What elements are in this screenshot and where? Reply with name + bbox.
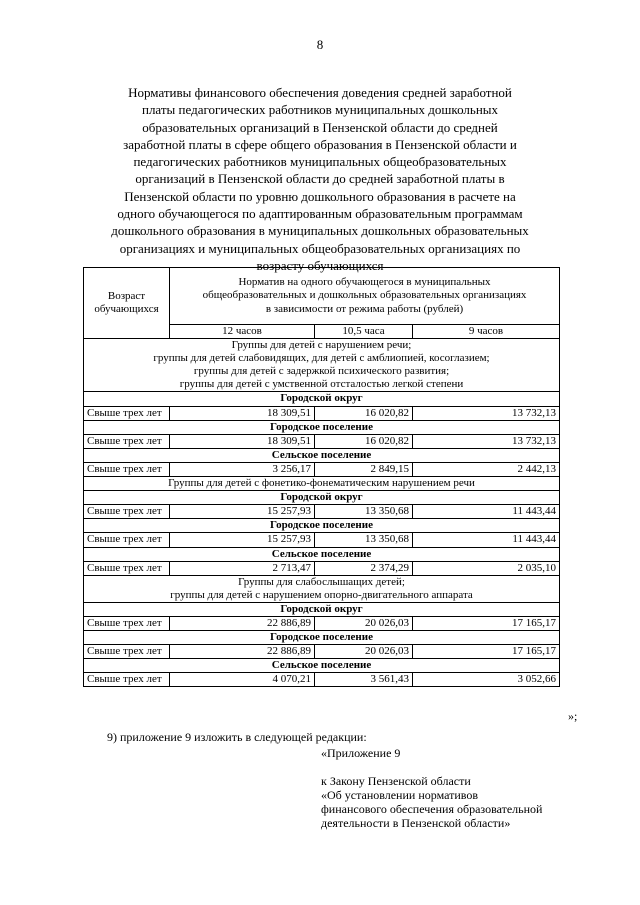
value-12-cell: 3 256,17 bbox=[170, 462, 315, 476]
group-heading-row bbox=[84, 575, 560, 602]
section-row bbox=[84, 659, 560, 673]
section-heading: Городской округ bbox=[84, 602, 560, 616]
title-line: организациях и муниципальных общеобразовательных организациях по bbox=[119, 240, 521, 256]
title-line: Пензенской области по уровню дошкольного образования в расчете на bbox=[124, 188, 516, 204]
norms-table bbox=[83, 267, 560, 687]
section-heading: Сельское поселение bbox=[84, 448, 560, 462]
title-line: организаций в Пензенской области до средней заработной платы в bbox=[135, 171, 505, 187]
appendix-reference-line: деятельности в Пензенской области» bbox=[321, 816, 511, 830]
table-row bbox=[84, 406, 560, 420]
section-heading: Сельское поселение bbox=[84, 659, 560, 673]
group-heading: Группы для слабослышащих детей; группы для детей с нарушением опорно-двигательного аппарата bbox=[84, 575, 560, 602]
title-line: заработной платы в сфере общего образования в Пензенской области и bbox=[123, 136, 517, 152]
table-row bbox=[84, 533, 560, 547]
closing-quote: »; bbox=[568, 709, 578, 723]
section-row bbox=[84, 519, 560, 533]
title-line: возрасту обучающихся bbox=[256, 257, 384, 273]
appendix-reference bbox=[321, 774, 542, 830]
age-cell: Свыше трех лет bbox=[84, 462, 170, 476]
value-12-cell: 15 257,93 bbox=[170, 533, 315, 547]
value-10-5-cell: 13 350,68 bbox=[315, 505, 413, 519]
table-header-row bbox=[84, 268, 560, 325]
section-row bbox=[84, 602, 560, 616]
value-10-5-cell: 20 026,03 bbox=[315, 616, 413, 630]
section-row bbox=[84, 420, 560, 434]
age-cell: Свыше трех лет bbox=[84, 533, 170, 547]
age-cell: Свыше трех лет bbox=[84, 406, 170, 420]
section-row bbox=[84, 392, 560, 406]
table-row bbox=[84, 616, 560, 630]
age-cell: Свыше трех лет bbox=[84, 434, 170, 448]
table-row bbox=[84, 645, 560, 659]
value-10-5-cell: 2 849,15 bbox=[315, 462, 413, 476]
section-row bbox=[84, 491, 560, 505]
appendix-title: «Приложение 9 bbox=[321, 746, 401, 760]
value-10-5-cell: 16 020,82 bbox=[315, 434, 413, 448]
age-cell: Свыше трех лет bbox=[84, 673, 170, 687]
document-title bbox=[80, 84, 560, 274]
table-row bbox=[84, 505, 560, 519]
group-heading: Группы для детей с нарушением речи; группы для детей слабовидящих, для детей с амблиопией, косоглазием; группы для детей с задержкой психического развития; группы для детей с умственной отсталостью легкой степени bbox=[84, 339, 560, 392]
value-9-cell: 17 165,17 bbox=[413, 616, 560, 630]
title-line: дошкольного образования в муниципальных дошкольных образовательных bbox=[111, 223, 529, 239]
value-12-cell: 18 309,51 bbox=[170, 406, 315, 420]
table-row bbox=[84, 434, 560, 448]
mode-10-5-header: 10,5 часа bbox=[315, 325, 413, 339]
age-cell: Свыше трех лет bbox=[84, 645, 170, 659]
section-row bbox=[84, 448, 560, 462]
norm-column-header: Норматив на одного обучающегося в муниципальных общеобразовательных и дошкольных образовательных организациях в зависимости от режима работы (рублей) bbox=[170, 268, 560, 325]
value-12-cell: 15 257,93 bbox=[170, 505, 315, 519]
age-cell: Свыше трех лет bbox=[84, 505, 170, 519]
age-cell: Свыше трех лет bbox=[84, 616, 170, 630]
value-9-cell: 2 035,10 bbox=[413, 561, 560, 575]
title-line: педагогических работников муниципальных общеобразовательных bbox=[133, 154, 507, 170]
value-9-cell: 13 732,13 bbox=[413, 406, 560, 420]
section-heading: Сельское поселение bbox=[84, 547, 560, 561]
value-9-cell: 11 443,44 bbox=[413, 533, 560, 547]
appendix-reference-line: финансового обеспечения образовательной bbox=[321, 802, 543, 816]
appendix-reference-line: «Об установлении нормативов bbox=[321, 788, 479, 802]
title-line: образовательных организаций в Пензенской области до средней bbox=[142, 119, 498, 135]
value-9-cell: 3 052,66 bbox=[413, 673, 560, 687]
value-12-cell: 2 713,47 bbox=[170, 561, 315, 575]
page-number: 8 bbox=[316, 37, 324, 52]
mode-12-header: 12 часов bbox=[170, 325, 315, 339]
value-10-5-cell: 16 020,82 bbox=[315, 406, 413, 420]
value-12-cell: 22 886,89 bbox=[170, 645, 315, 659]
section-heading: Городской округ bbox=[84, 392, 560, 406]
group-heading-row bbox=[84, 477, 560, 491]
value-12-cell: 18 309,51 bbox=[170, 434, 315, 448]
title-line: Нормативы финансового обеспечения доведения средней заработной bbox=[128, 85, 512, 100]
group-heading-row bbox=[84, 339, 560, 392]
section-heading: Городское поселение bbox=[84, 631, 560, 645]
value-10-5-cell: 3 561,43 bbox=[315, 673, 413, 687]
title-line: одного обучающегося по адаптированным образовательным программам bbox=[117, 206, 523, 222]
table-row bbox=[84, 673, 560, 687]
mode-9-header: 9 часов bbox=[413, 325, 560, 339]
section-heading: Городское поселение bbox=[84, 519, 560, 533]
section-row bbox=[84, 631, 560, 645]
table-row bbox=[84, 561, 560, 575]
value-10-5-cell: 20 026,03 bbox=[315, 645, 413, 659]
value-9-cell: 11 443,44 bbox=[413, 505, 560, 519]
title-line: платы педагогических работников муниципальных дошкольных bbox=[141, 102, 499, 118]
age-cell: Свыше трех лет bbox=[84, 561, 170, 575]
section-heading: Городское поселение bbox=[84, 420, 560, 434]
value-12-cell: 22 886,89 bbox=[170, 616, 315, 630]
value-10-5-cell: 2 374,29 bbox=[315, 561, 413, 575]
value-10-5-cell: 13 350,68 bbox=[315, 533, 413, 547]
section-row bbox=[84, 547, 560, 561]
value-9-cell: 2 442,13 bbox=[413, 462, 560, 476]
value-12-cell: 4 070,21 bbox=[170, 673, 315, 687]
amendment-text: 9) приложение 9 изложить в следующей редакции: bbox=[107, 730, 367, 744]
value-9-cell: 17 165,17 bbox=[413, 645, 560, 659]
age-column-header: Возраст обучающихся bbox=[84, 268, 170, 339]
value-9-cell: 13 732,13 bbox=[413, 434, 560, 448]
appendix-reference-line: к Закону Пензенской области bbox=[321, 774, 471, 788]
group-heading: Группы для детей с фонетико-фонематическим нарушением речи bbox=[84, 477, 560, 491]
table-row bbox=[84, 462, 560, 476]
section-heading: Городской округ bbox=[84, 491, 560, 505]
